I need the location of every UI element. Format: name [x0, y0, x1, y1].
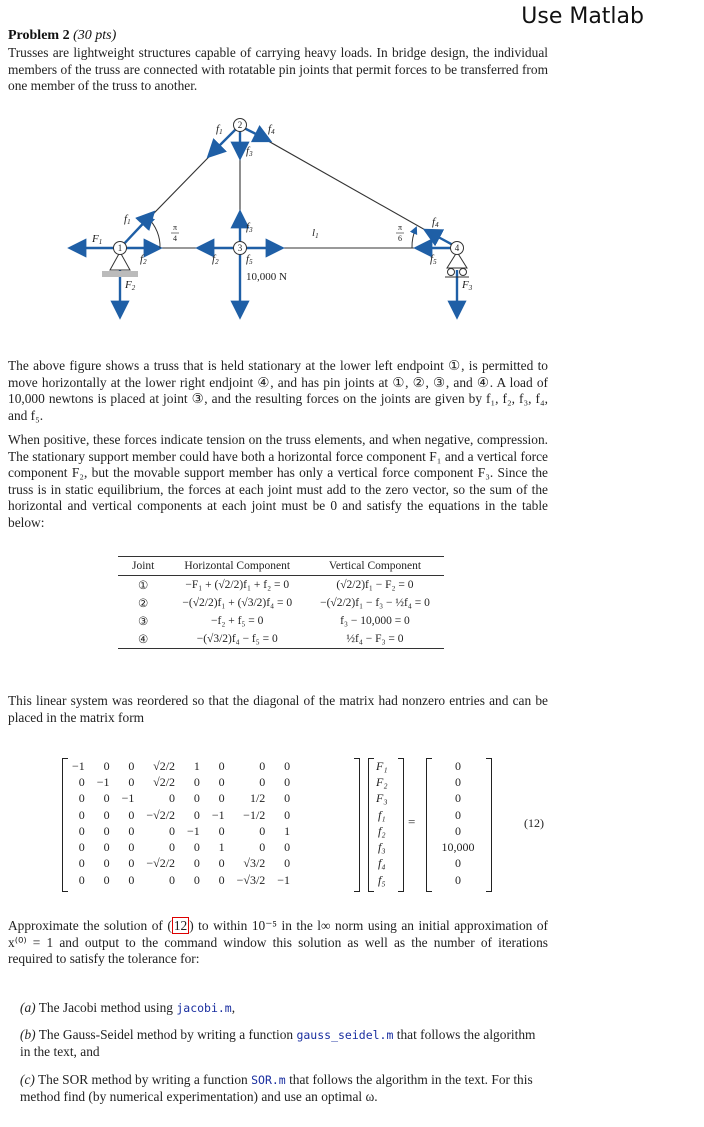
matrix-cell: 0	[103, 856, 110, 871]
matrix-cell: 0	[128, 872, 135, 887]
paragraph-4-part-b: ) to within 10⁻⁵ in the l∞ norm using an initial approximation of x⁽⁰⁾ = 1 and output to the command window this solution as well as the number of iterations required to satisfy the tolerance for:	[8, 918, 549, 966]
roller-wheel-left	[448, 269, 455, 276]
matrix-row	[66, 839, 296, 855]
table-row	[118, 630, 444, 648]
member-2-4	[240, 125, 457, 248]
node-1-label: 1	[117, 243, 123, 253]
matrix-cell: 1	[218, 840, 225, 855]
unknown-entry: f₄	[378, 856, 386, 871]
label-F2: F2	[125, 279, 136, 292]
matrix-cell: 0	[78, 872, 85, 887]
table-cell-horizontal: −f₂ + f₅ = 0	[211, 615, 264, 627]
matrix-cell: 0	[78, 774, 85, 789]
matrix-cell: 0	[284, 807, 291, 822]
label-f2-right: f2	[212, 253, 219, 266]
matrix-cell: 0	[78, 791, 85, 806]
matrix-cell: √2/2	[153, 758, 176, 773]
matrix-row	[66, 856, 296, 872]
item-b-text-end: that follows the algorithm in the text, and	[20, 1027, 536, 1059]
matrix-cell: −1/2	[243, 807, 266, 822]
matrix-cell: −√2/2	[146, 807, 176, 822]
item-c-label: (c)	[20, 1072, 35, 1087]
matrix-cell: 1	[284, 823, 291, 838]
matrix-cell: 0	[284, 791, 291, 806]
unknown-entry: F₃	[376, 791, 388, 806]
matrix-cell: 0	[128, 823, 135, 838]
label-F3: F3	[462, 279, 473, 292]
item-a-text: The Jacobi method using	[38, 1000, 177, 1015]
rhs-entry: 0	[455, 856, 461, 871]
matrix-cell: −1	[211, 807, 225, 822]
label-f1-lower: f1	[124, 213, 131, 226]
table-cell-horizontal: −(√3/2)f₄ − f₅ = 0	[196, 633, 278, 645]
rhs-entry: 0	[455, 791, 461, 806]
label-f5-left: f5	[246, 253, 253, 266]
matrix-cell: 0	[103, 791, 110, 806]
matrix-cell: 1	[193, 758, 200, 773]
item-c	[20, 1072, 548, 1105]
table-cell-joint: ③	[138, 616, 149, 628]
angle-arc-right	[412, 228, 416, 248]
table-cell-joint: ②	[138, 598, 149, 610]
matrix-cell: 0	[169, 791, 176, 806]
angle-right-num: π	[397, 223, 403, 232]
coefficient-matrix	[66, 758, 296, 888]
label-f4-lower: f4	[432, 216, 439, 229]
label-f4-upper: f4	[268, 123, 275, 136]
label-l1: l1	[312, 227, 319, 240]
item-b	[20, 1027, 548, 1060]
matrix-cell: 0	[218, 791, 225, 806]
table-cell-vertical: −(√2/2)f₁ − f₃ − ½f₄ = 0	[320, 597, 430, 609]
label-f3-lower: f3	[246, 221, 253, 234]
matrix-cell: 0	[103, 872, 110, 887]
matrix-cell: 0	[103, 807, 110, 822]
matrix-row	[66, 823, 296, 839]
matrix-cell: 0	[103, 840, 110, 855]
matrix-cell: 1/2	[249, 791, 266, 806]
use-matlab-tag: Use Matlab	[521, 4, 644, 29]
item-a-label: (a)	[20, 1000, 36, 1015]
matrix-cell: 0	[193, 856, 200, 871]
matrix-cell: 0	[218, 774, 225, 789]
matrix-cell: 0	[259, 840, 266, 855]
unknown-entry: F₁	[376, 758, 388, 773]
angle-right-den: 6	[398, 234, 402, 243]
table-cell-horizontal: −F₁ + (√2/2)f₁ + f₂ = 0	[185, 579, 290, 591]
rhs-entry: 0	[455, 807, 461, 822]
matrix-cell: 0	[103, 823, 110, 838]
matrix-cell: 0	[103, 758, 110, 773]
item-a-code: jacobi.m	[176, 1001, 232, 1015]
label-F1: F1	[92, 233, 103, 246]
problem-points: (30 pts)	[73, 28, 117, 43]
matrix-cell: 0	[128, 758, 135, 773]
matrix-cell: √3/2	[243, 856, 266, 871]
matrix-cell: −1	[72, 758, 85, 773]
load-label: 10,000 N	[246, 271, 287, 283]
table-cell-vertical: f₃ − 10,000 = 0	[340, 615, 410, 627]
problem-title	[8, 28, 116, 44]
matrix-row	[66, 807, 296, 823]
matrix-row	[66, 791, 296, 807]
item-c-text: The SOR method by writing a function	[37, 1072, 252, 1087]
matrix-cell: 0	[218, 823, 225, 838]
label-f3-upper: f3	[246, 145, 253, 158]
item-b-code: gauss_seidel.m	[296, 1028, 394, 1042]
table-header-joint: Joint	[118, 557, 168, 576]
equation-number: (12)	[524, 816, 544, 830]
table-row	[118, 612, 444, 630]
matrix-cell: 0	[218, 872, 225, 887]
matrix-cell: 0	[218, 856, 225, 871]
matrix-cell: −1	[187, 823, 200, 838]
matrix-cell: 0	[284, 758, 291, 773]
matrix-cell: 0	[284, 856, 291, 871]
matrix-cell: 0	[284, 840, 291, 855]
fixed-support-base	[102, 271, 138, 277]
paragraph-1: The above figure shows a truss that is held stationary at the lower left endpoint ①, is permitted to move horizontally at the lower right endjoint ④, and has pin joints at ①, ②, ③, and ④. A load of 10,000 newtons is placed at joint ③, and the resulting forces on the joints are given by f₁, f₂, f₃, f₄, and f₅.	[8, 358, 548, 423]
arrow-f1-upper	[210, 127, 238, 155]
unknown-entry: f₅	[378, 872, 386, 887]
matrix-cell: −√2/2	[146, 856, 176, 871]
matrix-row	[66, 872, 296, 888]
rhs-entry: 0	[455, 758, 461, 773]
matrix-cell: 0	[169, 823, 176, 838]
matrix-cell: 0	[78, 823, 85, 838]
matrix-cell: 0	[169, 840, 176, 855]
matrix-row	[66, 774, 296, 790]
matrix-row	[66, 758, 296, 774]
matrix-cell: 0	[78, 840, 85, 855]
matrix-cell: 0	[193, 774, 200, 789]
joint-table	[118, 556, 444, 649]
unknown-entry: f₂	[378, 823, 386, 838]
matrix-cell: 0	[193, 791, 200, 806]
truss-figure	[60, 110, 490, 325]
item-c-code: SOR.m	[251, 1073, 286, 1087]
paragraph-4	[8, 918, 548, 968]
matrix-cell: 0	[128, 774, 135, 789]
matrix-cell: 0	[128, 807, 135, 822]
matrix-cell: −1	[121, 791, 135, 806]
matrix-cell: −1	[96, 774, 110, 789]
problem-number: Problem 2	[8, 28, 70, 43]
table-row	[118, 594, 444, 612]
matrix-cell: −√3/2	[236, 872, 266, 887]
unknown-vector	[372, 758, 392, 888]
table-row	[118, 576, 444, 595]
rhs-entry: 0	[455, 823, 461, 838]
label-f5-right: f5	[430, 253, 437, 266]
arrow-f4-lower	[427, 231, 455, 246]
angle-arc-left	[148, 218, 160, 248]
table-cell-vertical: ½f₄ − F₃ = 0	[346, 633, 404, 645]
table-cell-vertical: (√2/2)f₁ − F₂ = 0	[336, 579, 414, 591]
node-4-label: 4	[454, 243, 460, 253]
matrix-cell: 0	[259, 774, 266, 789]
label-f1-upper: f1	[216, 123, 223, 136]
label-f2-left: f2	[140, 253, 147, 266]
table-cell-joint: ④	[138, 634, 149, 646]
item-a	[20, 1000, 548, 1017]
unknown-entry: f₁	[378, 807, 386, 822]
arrow-f4-upper	[242, 127, 268, 140]
rhs-entry: 10,000	[441, 840, 475, 855]
matrix-cell: 0	[193, 807, 200, 822]
problem-intro: Trusses are lightweight structures capable of carrying heavy loads. In bridge design, the individual members of the truss are connected with rotatable pin joints that permit forces to be transferred from one member of the truss to another.	[8, 45, 548, 93]
matrix-cell: 0	[128, 856, 135, 871]
matrix-cell: 0	[193, 840, 200, 855]
matrix-cell: 0	[193, 872, 200, 887]
node-3-label: 3	[237, 243, 243, 253]
unknown-entry: f₃	[378, 840, 386, 855]
rhs-vector	[430, 758, 486, 888]
equals-sign: =	[408, 814, 416, 829]
matrix-cell: 0	[259, 758, 266, 773]
table-header-horizontal: Horizontal Component	[168, 557, 306, 576]
paragraph-2: When positive, these forces indicate tension on the truss elements, and when negative, compression. The stationary support member could have both a horizontal force component F₁ and a vertical force component F₂, but the movable support member has only a vertical force component F₃. Since the truss is in static equilibrium, the forces at each joint must add to the zero vector, so the sum of the horizontal and vertical components at each joint must be 0 and satisfy the equations in the table below:	[8, 432, 548, 530]
rhs-entry: 0	[455, 872, 461, 887]
matrix-cell: 0	[284, 774, 291, 789]
matrix-cell: 0	[218, 758, 225, 773]
item-c-text-end: that follows the algorithm in the text. For this method find (by numerical experimentation) and use an optimal ω.	[20, 1072, 533, 1104]
angle-left-den: 4	[173, 234, 177, 243]
item-a-text-end: ,	[231, 1000, 236, 1015]
item-b-label: (b)	[20, 1027, 36, 1042]
matrix-cell: 0	[78, 856, 85, 871]
table-cell-joint: ①	[138, 580, 149, 592]
node-2-label: 2	[237, 120, 243, 130]
angle-left-num: π	[172, 223, 178, 232]
matrix-cell: 0	[259, 823, 266, 838]
matrix-cell: 0	[169, 872, 176, 887]
equation-ref-link[interactable]: 12	[173, 918, 188, 933]
table-cell-horizontal: −(√2/2)f₁ + (√3/2)f₄ = 0	[182, 597, 293, 609]
item-b-text: The Gauss-Seidel method by writing a function	[38, 1027, 297, 1042]
roller-wheel-right	[460, 269, 467, 276]
unknown-entry: F₂	[376, 774, 388, 789]
paragraph-3: This linear system was reordered so that the diagonal of the matrix had nonzero entries and can be placed in the matrix form	[8, 693, 548, 725]
rhs-entry: 0	[455, 774, 461, 789]
matrix-cell: 0	[78, 807, 85, 822]
matrix-cell: −1	[277, 872, 291, 887]
matrix-cell: 0	[128, 840, 135, 855]
table-header-vertical: Vertical Component	[306, 557, 444, 576]
paragraph-4-part-a: Approximate the solution of (	[8, 918, 172, 933]
matrix-cell: √2/2	[153, 774, 176, 789]
